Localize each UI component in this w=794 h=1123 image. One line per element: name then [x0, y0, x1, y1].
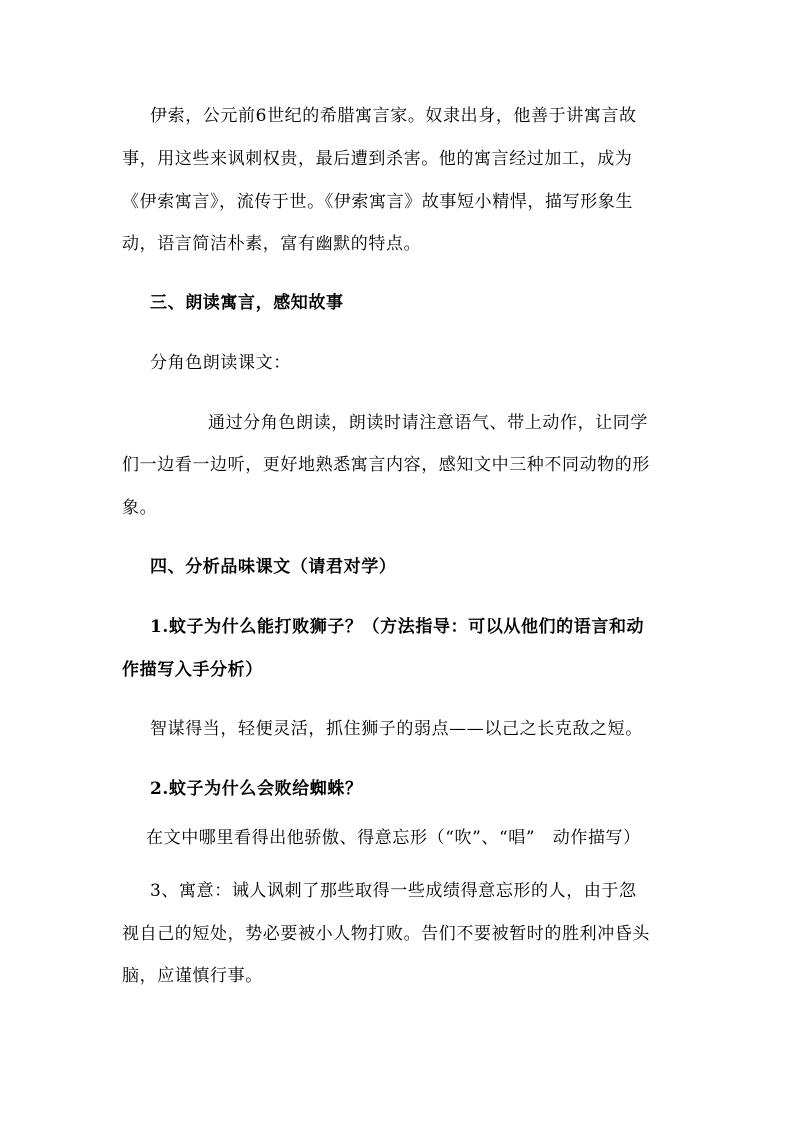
paragraph-line: 象。: [122, 498, 158, 518]
paragraph-line: 们一边看一边听，更好地熟悉寓言内容，感知文中三种不同动物的形: [122, 455, 650, 475]
intro-line: 伊索，公元前6世纪的希腊寓言家。奴隶出身，他善于讲寓言故: [150, 106, 637, 126]
section-heading: 四、分析品味课文（请君对学）: [150, 557, 397, 577]
intro-line: 动，语言简洁朴素，富有幽默的特点。: [122, 234, 422, 254]
moral-line: 视自己的短处，势必要被小人物打败。告们不要被暂时的胜利冲昏头: [122, 924, 650, 944]
question-line: 1.蚊子为什么能打败狮子？（方法指导：可以从他们的语言和动: [150, 617, 645, 637]
section-subheading: 分角色朗读课文：: [150, 353, 291, 373]
paragraph-line: 通过分角色朗读，朗读时请注意语气、带上动作，让同学: [208, 413, 648, 433]
section-heading: 三、朗读寓言，感知故事: [150, 293, 344, 313]
question-line: 2.蚊子为什么会败给蜘蛛？: [150, 779, 363, 799]
intro-line: 事，用这些来讽刺权贵，最后遭到杀害。他的寓言经过加工，成为: [122, 149, 633, 169]
moral-line: 3、寓意：诫人讽刺了那些取得一些成绩得意忘形的人，由于忽: [150, 881, 637, 901]
intro-line: 《伊索寓言》，流传于世。《伊索寓言》故事短小精悍，描写形象生: [122, 192, 633, 212]
answer-line: 在文中哪里看得出他骄傲、得意忘形（“吹”、“唱” 动作描写）: [146, 828, 641, 848]
answer-line: 智谋得当，轻便灵活，抓住狮子的弱点——以己之长克敌之短。: [150, 719, 643, 739]
question-line: 作描写入手分析）: [122, 660, 263, 680]
moral-line: 脑，应谨慎行事。: [122, 966, 263, 986]
